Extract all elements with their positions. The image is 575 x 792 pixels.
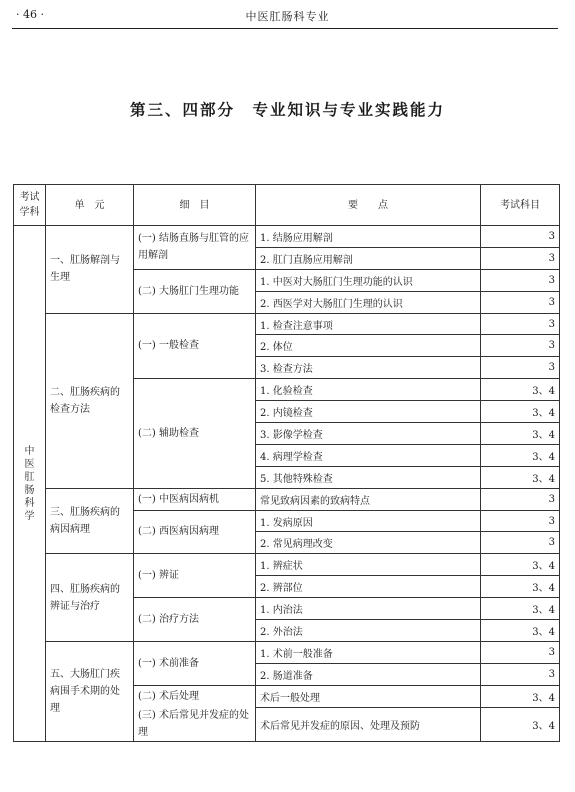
subject-cell <box>14 226 46 742</box>
point-cell: 2. 内镜检查 <box>256 401 481 423</box>
point-cell: 1. 检查注意事项 <box>256 313 481 335</box>
level-cell: 3、4 <box>481 379 560 401</box>
level-cell: 3 <box>481 313 560 335</box>
point-cell: 术后常见并发症的原因、处理及预防 <box>256 707 481 742</box>
table-row <box>14 226 560 248</box>
level-cell: 3、4 <box>481 620 560 642</box>
level-cell: 3、4 <box>481 423 560 445</box>
level-cell: 3 <box>481 291 560 313</box>
level-cell: 3 <box>481 247 560 269</box>
point-cell: 2. 外治法 <box>256 620 481 642</box>
table-row <box>14 554 560 576</box>
col-header-detail: 细 目 <box>134 185 256 226</box>
point-cell: 4. 病理学检查 <box>256 444 481 466</box>
table-row <box>14 488 560 510</box>
level-cell: 3 <box>481 663 560 685</box>
table-header-row <box>14 185 560 226</box>
level-cell: 3、4 <box>481 685 560 707</box>
col-header-unit: 单 元 <box>46 185 134 226</box>
level-cell: 3 <box>481 269 560 291</box>
detail-cell: (二) 辅助检查 <box>134 379 256 488</box>
level-cell: 3、4 <box>481 598 560 620</box>
section-title: 第三、四部分 专业知识与专业实践能力 <box>129 101 445 119</box>
level-cell: 3 <box>481 335 560 357</box>
header-rule <box>12 28 558 29</box>
detail-cell: (一) 中医病因病机 <box>134 488 256 510</box>
page-header <box>0 0 575 30</box>
detail-cell: (二) 大肠肛门生理功能 <box>134 269 256 313</box>
level-cell: 3、4 <box>481 466 560 488</box>
unit-cell: 五、大肠肛门疾病围手术期的处理 <box>46 641 134 741</box>
point-cell: 1. 辨症状 <box>256 554 481 576</box>
detail-cell: (二) 西医病因病理 <box>134 510 256 554</box>
col-header-level: 考试科目 <box>481 185 560 226</box>
point-cell: 3. 检查方法 <box>256 357 481 379</box>
table-row <box>14 313 560 335</box>
detail-cell: (一) 术前准备 <box>134 641 256 685</box>
point-cell: 2. 辨部位 <box>256 576 481 598</box>
point-cell: 1. 术前一般准备 <box>256 641 481 663</box>
point-cell: 2. 肠道准备 <box>256 663 481 685</box>
level-cell: 3 <box>481 226 560 248</box>
level-cell: 3、4 <box>481 576 560 598</box>
running-title: 中医肛肠科专业 <box>245 10 330 23</box>
table-row <box>14 641 560 663</box>
unit-cell: 四、肛肠疾病的辨证与治疗 <box>46 554 134 642</box>
level-cell: 3 <box>481 641 560 663</box>
point-cell: 5. 其他特殊检查 <box>256 466 481 488</box>
unit-cell: 二、肛肠疾病的检查方法 <box>46 313 134 488</box>
unit-cell: 一、肛肠解剖与生理 <box>46 226 134 314</box>
point-cell: 2. 常见病理改变 <box>256 532 481 554</box>
point-cell: 1. 结肠应用解剖 <box>256 226 481 248</box>
point-cell: 2. 西医学对大肠肛门生理的认识 <box>256 291 481 313</box>
detail-cell: (三) 术后常见并发症的处理 <box>134 707 256 742</box>
detail-cell: (一) 一般检查 <box>134 313 256 379</box>
level-cell: 3 <box>481 488 560 510</box>
point-cell: 2. 肛门直肠应用解剖 <box>256 247 481 269</box>
page-number: · 46 · <box>16 8 44 21</box>
level-cell: 3 <box>481 510 560 532</box>
unit-cell: 三、肛肠疾病的病因病理 <box>46 488 134 554</box>
col-header-point: 要 点 <box>256 185 481 226</box>
level-cell: 3 <box>481 532 560 554</box>
point-cell: 2. 体位 <box>256 335 481 357</box>
point-cell: 1. 发病原因 <box>256 510 481 532</box>
level-cell: 3、4 <box>481 707 560 742</box>
point-cell: 1. 中医对大肠肛门生理功能的认识 <box>256 269 481 291</box>
point-cell: 术后一般处理 <box>256 685 481 707</box>
point-cell: 1. 内治法 <box>256 598 481 620</box>
level-cell: 3、4 <box>481 554 560 576</box>
col-header-subject: 考试学科 <box>14 185 46 226</box>
detail-cell: (一) 结肠直肠与肛管的应用解剖 <box>134 226 256 270</box>
detail-cell: (一) 辨证 <box>134 554 256 598</box>
point-cell: 1. 化验检查 <box>256 379 481 401</box>
level-cell: 3、4 <box>481 401 560 423</box>
detail-cell: (二) 术后处理 <box>134 685 256 707</box>
point-cell: 3. 影像学检查 <box>256 423 481 445</box>
detail-cell: (二) 治疗方法 <box>134 598 256 642</box>
point-cell: 常见致病因素的致病特点 <box>256 488 481 510</box>
level-cell: 3 <box>481 357 560 379</box>
subject-name: 中医肛肠科学 <box>24 445 35 522</box>
level-cell: 3、4 <box>481 444 560 466</box>
syllabus-table <box>13 184 560 742</box>
